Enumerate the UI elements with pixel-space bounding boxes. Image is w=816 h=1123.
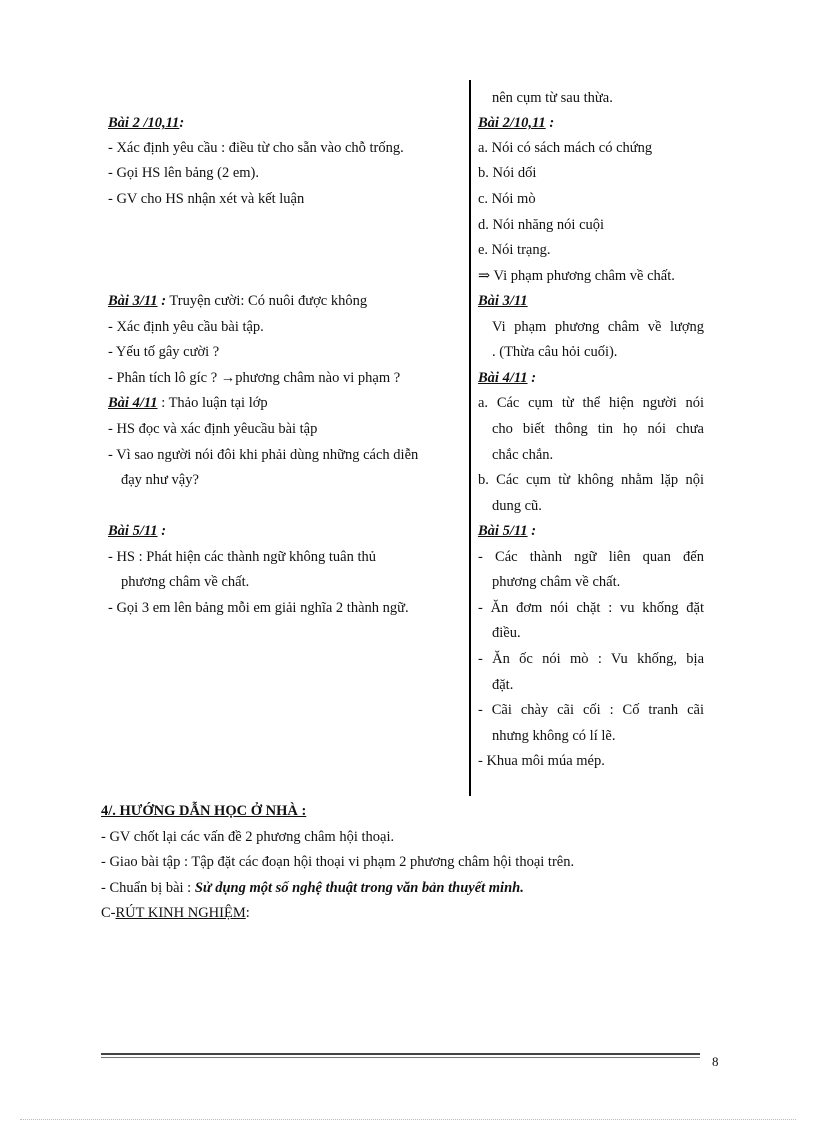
footer-rule <box>101 1053 700 1055</box>
home-heading: 4/. HƯỚNG DẪN HỌC Ở NHÀ : <box>101 803 307 819</box>
right-bai2-line-c: c. Nói mò <box>478 191 536 207</box>
left-bai3-line-1: - Xác định yêu cầu bài tập. <box>108 319 264 335</box>
left-bai2-line-3: - GV cho HS nhận xét và kết luận <box>108 191 305 207</box>
right-bai4-line-3: chắc chắn. <box>492 447 554 463</box>
experience-title: RÚT KINH NGHIỆM <box>115 905 246 921</box>
left-bai2-colon: : <box>179 115 185 131</box>
right-bai2-line-d: d. Nói nhăng nói cuội <box>478 217 605 233</box>
right-bai4-line-5: dung cũ. <box>492 498 542 514</box>
left-bai5-heading: Bài 5/11 <box>108 523 158 539</box>
footer-rule-thin <box>101 1057 700 1058</box>
right-bai5-heading: Bài 5/11 <box>478 523 528 539</box>
left-bai5-line-2: phương châm về chất. <box>121 574 250 590</box>
left-bai2-heading: Bài 2 /10,11 <box>108 115 180 131</box>
right-bai4-line-4: b. Các cụm từ không nhằm lặp nội <box>478 472 704 488</box>
right-bai5-heading-line <box>478 522 536 540</box>
page-number: 8 <box>712 1054 719 1069</box>
right-bai4-line-2: cho biết thông tin họ nói chưa <box>492 421 704 437</box>
left-bai2-line-1: - Xác định yêu cầu : điều từ cho sẵn vào chỗ trống. <box>108 140 404 156</box>
left-bai5-line-1: - HS : Phát hiện các thành ngữ không tuân thủ <box>108 549 377 565</box>
left-bai3-heading-line <box>108 292 367 310</box>
right-bai5-line-6: đặt. <box>492 677 514 693</box>
left-bai3-title: Truyện cười: Có nuôi được không <box>166 293 368 309</box>
home-line-1: - GV chốt lại các vấn đề 2 phương châm hội thoại. <box>101 829 395 845</box>
left-bai4-title: : Thảo luận tại lớp <box>157 395 268 411</box>
left-bai2-line-2: - Gọi HS lên bảng (2 em). <box>108 165 260 181</box>
right-bai4-colon: : <box>527 370 537 386</box>
left-bai4-heading: Bài 4/11 <box>108 395 158 411</box>
right-bai3-line-1: Vi phạm phương châm về lượng <box>492 319 704 335</box>
right-bai5-line-8: nhưng không có lí lẽ. <box>492 728 616 744</box>
left-bai5-line-3: - Gọi 3 em lên bảng mỗi em giải nghĩa 2 thành ngữ. <box>108 600 409 616</box>
right-bai2-heading-line <box>478 114 554 132</box>
right-bai4-line-1: a. Các cụm từ thể hiện người nói <box>478 395 704 411</box>
experience-suffix: : <box>245 905 250 921</box>
right-bai2-heading: Bài 2/10,11 <box>478 115 546 131</box>
right-bai5-line-9: - Khua môi múa mép. <box>478 753 605 769</box>
right-bai5-colon: : <box>527 523 537 539</box>
right-bai3-heading: Bài 3/11 <box>478 293 528 309</box>
left-bai4-heading-line <box>108 394 268 412</box>
right-bai2-colon: : <box>545 115 555 131</box>
home-line-2: - Giao bài tập : Tập đặt các đoạn hội thoại vi phạm 2 phương châm hội thoại trên. <box>101 854 575 870</box>
left-bai3-line-2: - Yếu tố gây cười ? <box>108 344 220 360</box>
home-line-3-prefix: - Chuẩn bị bài : <box>101 880 195 896</box>
right-bai2-line-a: a. Nói có sách mách có chứng <box>478 140 653 156</box>
left-bai3-heading: Bài 3/11 <box>108 293 158 309</box>
column-divider <box>469 80 471 796</box>
right-bai2-conclusion: ⇒ Vi phạm phương châm về chất. <box>478 268 675 284</box>
right-bai3-heading-line <box>478 292 528 310</box>
left-bai5-heading-line <box>108 522 166 540</box>
experience-prefix: C- <box>101 905 116 921</box>
left-bai5-colon: : <box>157 523 167 539</box>
right-bai2-line-e: e. Nói trạng. <box>478 242 551 258</box>
left-bai3-line-3: - Phân tích lô gíc ? →phương châm nào vi phạm ? <box>108 370 401 386</box>
left-bai3-colon: : <box>157 293 167 309</box>
right-bai2-line-b: b. Nói dối <box>478 165 537 181</box>
right-bai5-line-3: - Ăn đơm nói chặt : vu khống đặt <box>478 600 704 616</box>
page-edge-dots <box>20 1119 796 1120</box>
right-top-line: nên cụm từ sau thừa. <box>492 90 613 106</box>
home-line-3-lesson: Sử dụng một số nghệ thuật trong văn bản thuyết minh. <box>194 880 524 896</box>
left-bai2-heading-line <box>108 114 184 132</box>
left-bai4-line-1: - HS đọc và xác định yêucầu bài tập <box>108 421 318 437</box>
right-bai5-line-2: phương châm về chất. <box>492 574 621 590</box>
left-bai4-line-2: - Vì sao người nói đôi khi phải dùng những cách diễn <box>108 447 419 463</box>
right-bai5-line-7: - Cãi chày cãi cối : Cố tranh cãi <box>478 702 704 718</box>
right-bai5-line-4: điều. <box>492 625 521 641</box>
home-line-3 <box>101 879 524 897</box>
right-bai4-heading: Bài 4/11 <box>478 370 528 386</box>
right-bai5-line-1: - Các thành ngữ liên quan đến <box>478 549 704 565</box>
right-bai5-line-5: - Ăn ốc nói mò : Vu khống, bịa <box>478 651 704 667</box>
left-bai4-line-3: đạy như vậy? <box>121 472 199 488</box>
right-bai3-line-2: . (Thừa câu hỏi cuối). <box>492 344 618 360</box>
experience-heading <box>101 904 250 922</box>
right-bai4-heading-line <box>478 369 536 387</box>
